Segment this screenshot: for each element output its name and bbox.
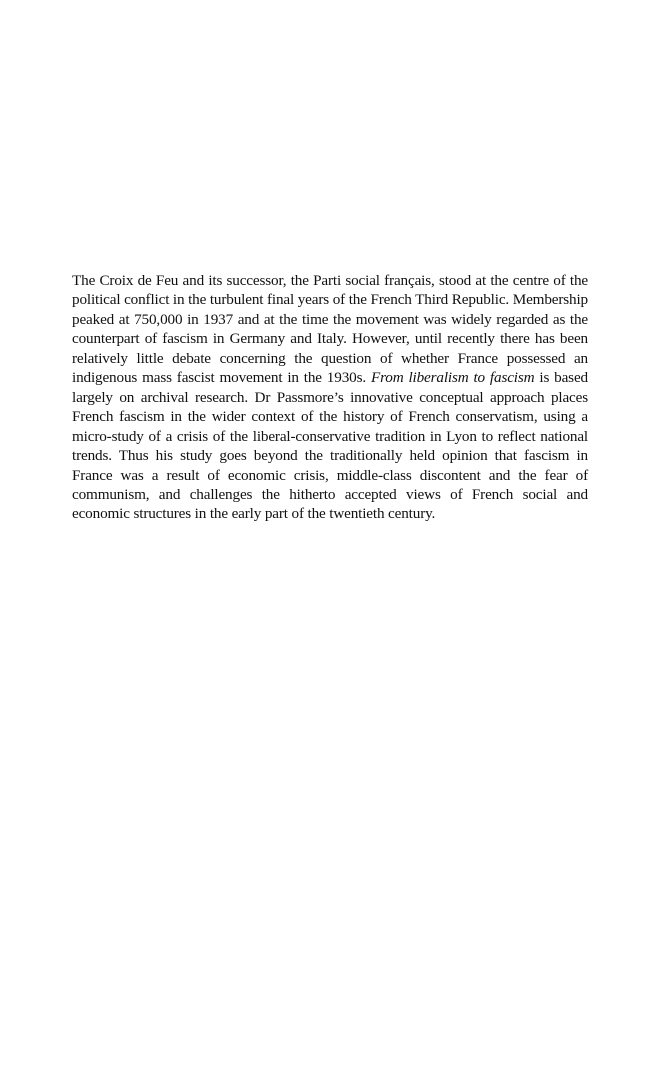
description-text-body: is based largely on archival research. Dr Passmore’s innovative conceptual approach places French fascism in the wider context of the history of French conservatism, using a micro-study of a crisis of the liberal-conservative tradition in Lyon to reflect national trends. Thus his study goes beyond the traditionally held opinion that fascism in France was a result of economic crisis, middle-class discontent and the fear of communism, and challenges the hitherto accepted views of French social and economic structures in the early part of the twentieth century. [72,369,588,523]
description-text-intro: The Croix de Feu and its successor, the Parti social français, stood at the centre of the political conflict in the turbulent final years of the French Third Republic. Membership peaked at 750,000 in 1937 and at the time the movement was widely regarded as the counterpart of fascism in Germany and Italy. However, until recently there has been relatively little debate concerning the question of whether France possessed an indigenous mass fascist movement in the 1930s. [72,272,588,387]
book-description [72,271,588,524]
book-title: From liberalism to fascism [370,369,535,387]
